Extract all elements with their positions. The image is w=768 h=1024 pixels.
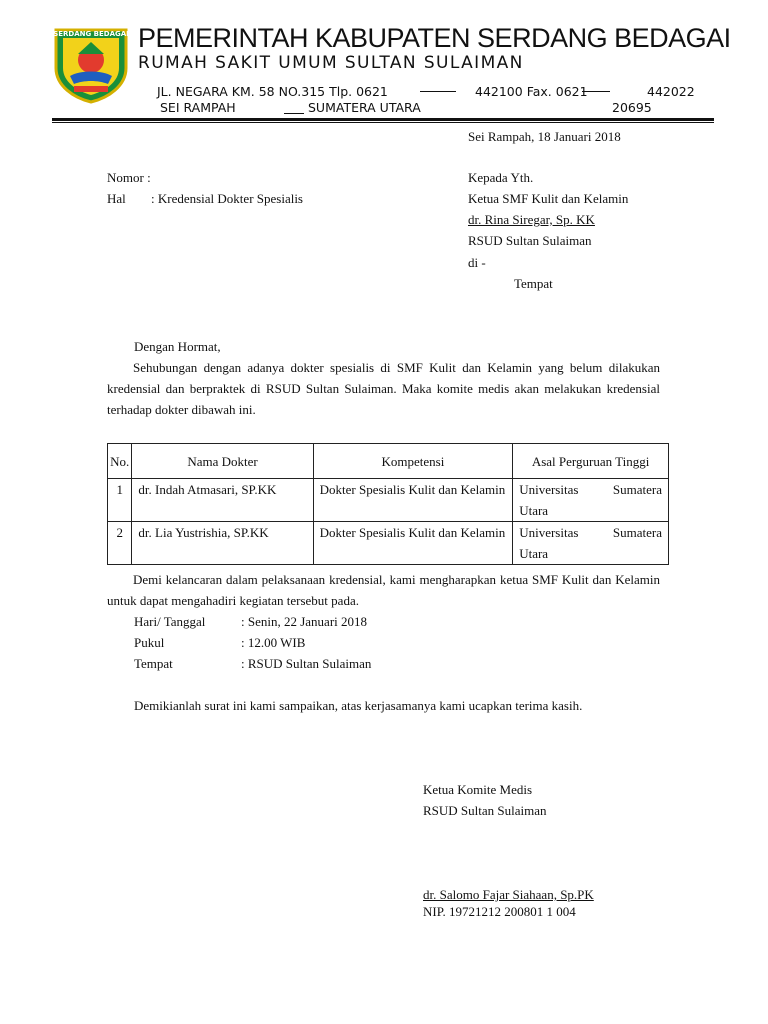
recipient-tempat: Tempat: [514, 276, 553, 291]
row-nama: dr. Lia Yustrishia, SP.KK: [132, 522, 313, 565]
schedule-value-tempat: : RSUD Sultan Sulaiman: [241, 656, 372, 671]
signature-title2: RSUD Sultan Sulaiman: [423, 803, 547, 818]
intro-paragraph: Sehubungan dengan adanya dokter spesialis di SMF Kulit dan Kelamin yang belum dilakukan kredensial dan berpraktek di RSUD Sultan Sulaiman. Maka komite medis akan melakukan kredensial terhadap dokter dibawah ini.: [107, 360, 660, 417]
recipient-name: dr. Rina Siregar, Sp. KK: [468, 212, 595, 227]
table-header-row: [108, 444, 669, 479]
letterhead-subtitle: RUMAH SAKIT UMUM SULTAN SULAIMAN: [138, 53, 524, 73]
recipient-line3: RSUD Sultan Sulaiman: [468, 233, 592, 248]
row-nama: dr. Indah Atmasari, SP.KK: [132, 479, 313, 522]
closing-sentence: Demikianlah surat ini kami sampaikan, atas kerjasamanya kami ucapkan terima kasih.: [134, 698, 583, 713]
row-kompetensi: Dokter Spesialis Kulit dan Kelamin: [313, 522, 513, 565]
nomor-label: Nomor :: [107, 170, 151, 185]
address-line1-part-b: 442100 Fax. 0621: [475, 84, 588, 99]
header-no: No.: [108, 444, 132, 479]
address-dash-3: [284, 113, 304, 114]
address-line2-province: SUMATERA UTARA: [308, 100, 421, 115]
hal-label: Hal: [107, 191, 126, 206]
schedule-value-hari: : Senin, 22 Januari 2018: [241, 614, 368, 629]
header-nama: Nama Dokter: [132, 444, 313, 479]
regency-logo: [50, 24, 132, 104]
svg-text:SERDANG BEDAGAI: SERDANG BEDAGAI: [53, 30, 129, 38]
row-kompetensi: Dokter Spesialis Kulit dan Kelamin: [313, 479, 513, 522]
table-row: [108, 479, 669, 522]
hal-value: : Kredensial Dokter Spesialis: [151, 191, 303, 206]
doctor-table: [107, 443, 669, 565]
schedule-label-pukul: Pukul: [134, 635, 165, 650]
schedule-label-hari: Hari/ Tanggal: [134, 614, 206, 629]
regency-emblem-icon: [50, 24, 132, 104]
row-no: 2: [108, 522, 132, 565]
address-dash-2: [582, 91, 610, 92]
schedule-label-tempat: Tempat: [134, 656, 173, 671]
signatory-name: dr. Salomo Fajar Siahaan, Sp.PK: [423, 887, 594, 902]
body-paragraph-2: Demi kelancaran dalam pelaksanaan kredensial, kami mengharapkan ketua SMF Kulit dan Kelamin untuk dapat mengahadiri kegiatan tersebut pada.: [107, 572, 660, 608]
signature-title1: Ketua Komite Medis: [423, 782, 533, 797]
table-row: [108, 522, 669, 565]
address-line1-part-a: JL. NEGARA KM. 58 NO.315 Tlp. 0621: [157, 84, 388, 99]
schedule-value-pukul: : 12.00 WIB: [241, 635, 306, 650]
address-line1-part-c: 442022: [647, 84, 695, 99]
recipient-line4: di -: [468, 255, 486, 270]
recipient-kepada: Kepada Yth.: [468, 170, 534, 185]
salutation: Dengan Hormat,: [134, 339, 221, 354]
header-asal: Asal Perguruan Tinggi: [513, 444, 669, 479]
address-dash-1: [420, 91, 456, 92]
recipient-line1: Ketua SMF Kulit dan Kelamin: [468, 191, 629, 206]
letter-date: Sei Rampah, 18 Januari 2018: [468, 129, 621, 144]
row-asal: Universitas Sumatera Utara: [513, 479, 669, 522]
row-asal: Universitas Sumatera Utara: [513, 522, 669, 565]
letterhead-title: PEMERINTAH KABUPATEN SERDANG BEDAGAI: [138, 23, 731, 53]
address-line2-postcode: 20695: [612, 100, 652, 115]
row-no: 1: [108, 479, 132, 522]
signatory-nip: NIP. 19721212 200801 1 004: [423, 904, 576, 919]
letterhead-rule-thick: [52, 118, 714, 121]
header-kompetensi: Kompetensi: [313, 444, 513, 479]
letterhead-rule-thin: [52, 122, 714, 123]
address-line2-city: SEI RAMPAH: [160, 100, 236, 115]
